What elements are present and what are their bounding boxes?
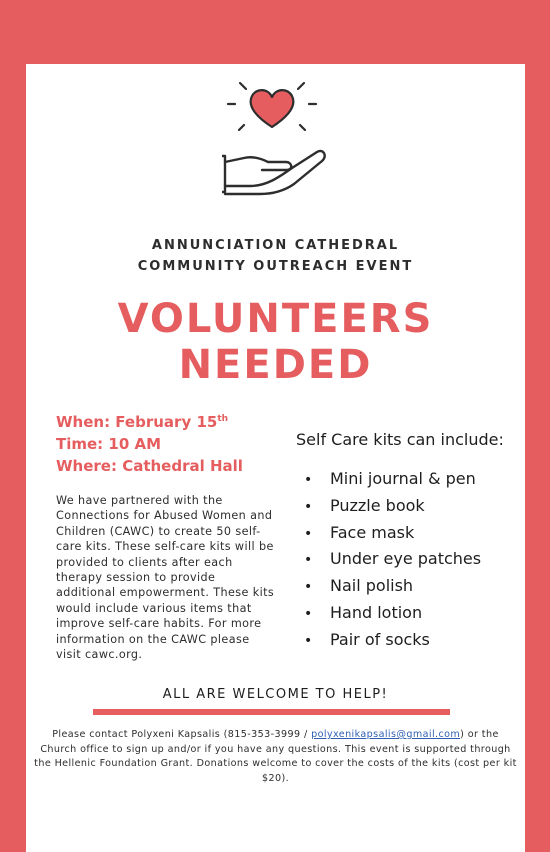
divider-bar: [93, 709, 450, 715]
list-item: • Face mask: [304, 522, 415, 542]
list-item: • Nail polish: [304, 576, 414, 596]
contact-info: Please contact Polyxeni Kapsalis (815-353-3999 / polyxenikapsalis@gmail.com) or the Church office to sign up and/or if you have any questions. This event is supported through the Hellenic Foundation Grant. Donations welcome to cover the costs of the kits (cost per kit $20).: [34, 729, 517, 784]
heart-hand-icon: [222, 78, 342, 208]
welcome-banner: ALL ARE WELCOME TO HELP!: [162, 687, 389, 702]
list-item: • Under eye patches: [304, 549, 482, 569]
flyer-card: [26, 64, 525, 852]
list-item: • Puzzle book: [304, 495, 425, 515]
list-item: • Pair of socks: [304, 629, 430, 649]
event-description: We have partnered with the Connections for Abused Women and Children (CAWC) to create 50 self-care kits. These self-care kits will be provided to clients after each therapy session to provide additional empowerment. These kits would include various items that improve self-care habits. For more information on the CAWC please visit cawc.org.: [56, 494, 275, 662]
headline-line1: VOLUNTEERS: [117, 296, 434, 342]
event-date: When: February 15th: [56, 413, 229, 431]
event-time: Time: 10 AM: [56, 435, 162, 453]
date-superscript: th: [217, 414, 229, 424]
list-item: • Mini journal & pen: [304, 469, 476, 488]
event-location: Where: Cathedral Hall: [56, 457, 243, 475]
org-name-line1: ANNUNCIATION CATHEDRAL: [151, 238, 400, 253]
headline-line2: NEEDED: [178, 342, 373, 388]
list-item: • Hand lotion: [304, 602, 423, 622]
org-name-line2: COMMUNITY OUTREACH EVENT: [137, 259, 414, 274]
kits-title: Self Care kits can include:: [296, 430, 504, 449]
email-link[interactable]: polyxenikapsalis@gmail.com: [311, 729, 461, 740]
event-details: [56, 411, 243, 477]
kits-list: [304, 466, 481, 654]
